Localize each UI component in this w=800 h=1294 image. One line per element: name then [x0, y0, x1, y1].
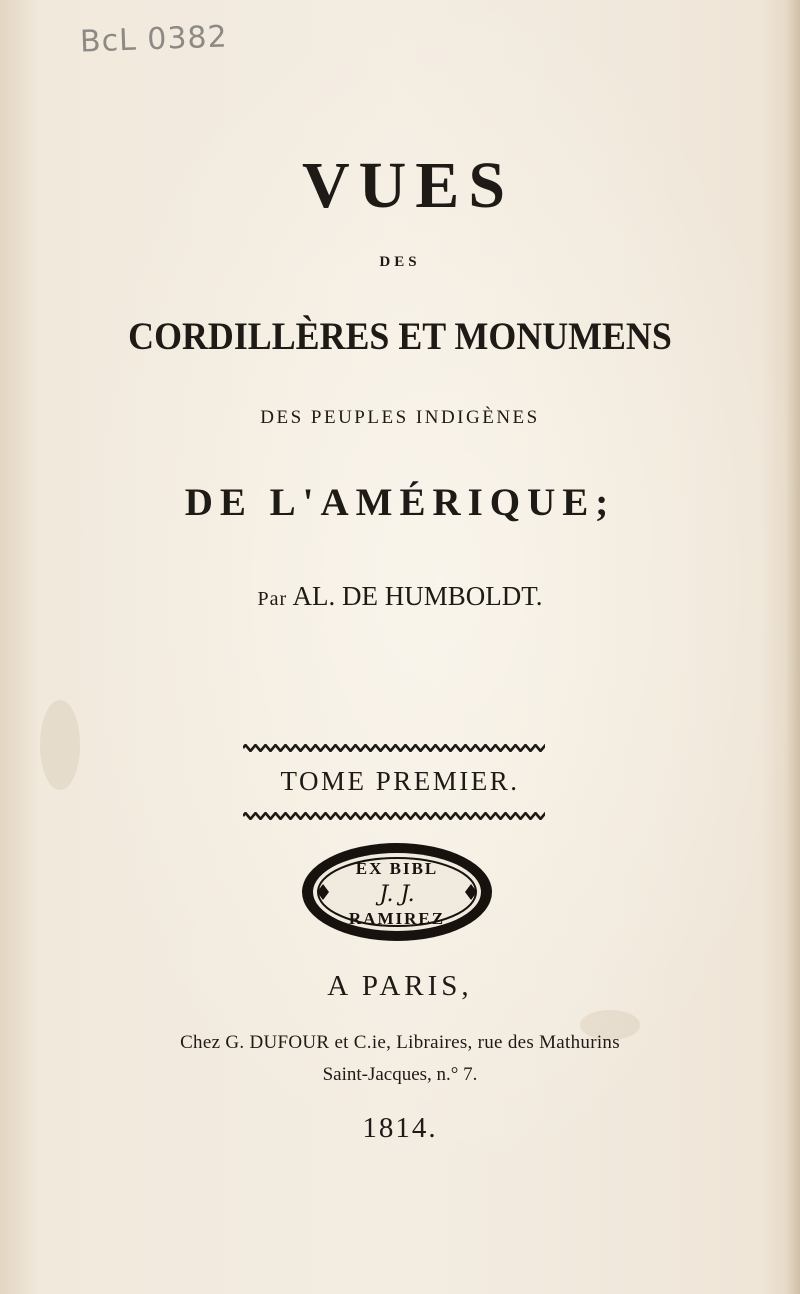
ornamental-rule-bottom — [243, 812, 545, 820]
title-amerique: DE L'AMÉRIQUE; — [184, 481, 616, 524]
imprint-address: Saint-Jacques, n.° 7. — [322, 1064, 478, 1085]
title-cordilleres: CORDILLÈRES ET MONUMENS — [128, 315, 672, 358]
title-peuples-indigenes: DES PEUPLES INDIGÈNES — [260, 407, 540, 428]
library-stamp — [299, 840, 495, 944]
volume-label: TOME PREMIER. — [280, 766, 520, 796]
imprint-city: A PARIS, — [327, 970, 473, 1002]
author-name: AL. DE HUMBOLDT. — [292, 581, 543, 611]
imprint-year: 1814. — [362, 1112, 438, 1144]
stamp-text-bottom: RAMIREZ — [348, 909, 446, 928]
imprint-publisher: Chez G. DUFOUR et C.ie, Libraires, rue des Mathurins — [180, 1032, 620, 1053]
author-prefix: Par — [257, 588, 288, 610]
stamp-text-top: EX BIBL — [355, 859, 439, 878]
stamp-monogram: J. J. — [379, 882, 415, 907]
author-line — [0, 581, 800, 612]
title-des: DES — [379, 254, 421, 270]
ornamental-rule-top — [243, 744, 545, 752]
title-vues: VUES — [301, 149, 515, 222]
pencil-shelfmark: BcL 0382 — [79, 19, 229, 60]
